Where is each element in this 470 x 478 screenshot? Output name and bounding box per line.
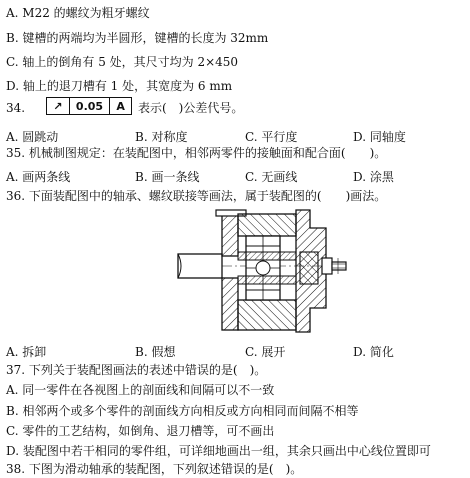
bolt-head <box>322 258 332 274</box>
q37-option-c: C. 零件的工艺结构，如倒角、退刀槽等，可不画出 <box>6 424 275 438</box>
q36-option-d: D. 简化 <box>353 345 394 359</box>
left-cover <box>222 212 238 256</box>
q35-stem: 35. 机械制图规定：在装配图中，相邻两零件的接触面和配合面( )。 <box>6 146 387 160</box>
q37-stem: 37. 下列关于装配图画法的表述中错误的是( )。 <box>6 363 267 377</box>
q33-option-c: C. 轴上的倒角有 5 处，其尺寸均为 2×450 <box>6 55 239 69</box>
q36-stem: 36. 下面装配图中的轴承、螺纹联接等画法，属于装配图的( )画法。 <box>6 189 387 203</box>
q34-option-d: D. 同轴度 <box>353 130 406 144</box>
shaft <box>178 254 222 278</box>
q36-option-b: B. 假想 <box>135 345 176 359</box>
q35-option-c: C. 无画线 <box>245 170 298 184</box>
q35-option-b: B. 画一条线 <box>135 170 200 184</box>
q34-option-a: A. 圆跳动 <box>6 130 59 144</box>
q33-option-a: A. M22 的螺纹为粗牙螺纹 <box>6 6 150 20</box>
runout-arrow-icon: ↗ <box>47 98 70 114</box>
q36-option-a: A. 拆卸 <box>6 345 47 359</box>
q34-option-c: C. 平行度 <box>245 130 298 144</box>
q35-option-a: A. 画两条线 <box>6 170 71 184</box>
q33-option-b: B. 键槽的两端均为半圆形，键槽的长度为 32mm <box>6 31 269 45</box>
q35-option-d: D. 涂黑 <box>353 170 394 184</box>
tolerance-frame <box>46 97 132 115</box>
housing <box>238 214 296 236</box>
q34-option-b: B. 对称度 <box>135 130 188 144</box>
q37-option-a: A. 同一零件在各视图上的剖面线和间隔可以不一致 <box>6 383 275 397</box>
assembly-drawing <box>176 208 352 340</box>
q34-stem: 表示( )公差代号。 <box>138 101 244 115</box>
q34-number: 34. <box>6 101 26 115</box>
q33-option-d: D. 轴上的退刀槽有 1 处，其宽度为 6 mm <box>6 79 233 93</box>
bolt-nut <box>332 262 346 270</box>
q38-stem: 38. 下图为滑动轴承的装配图，下列叙述错误的是( )。 <box>6 462 303 476</box>
q37-option-b: B. 相邻两个或多个零件的剖面线方向相反或方向相同而间隔不相等 <box>6 404 359 418</box>
tolerance-value: 0.05 <box>70 98 111 114</box>
datum-letter: A <box>116 99 125 113</box>
q37-option-d: D. 装配图中若干相同的零件组，可详细地画出一组，其余只画出中心线位置即可 <box>6 444 431 458</box>
q36-option-c: C. 展开 <box>245 345 286 359</box>
